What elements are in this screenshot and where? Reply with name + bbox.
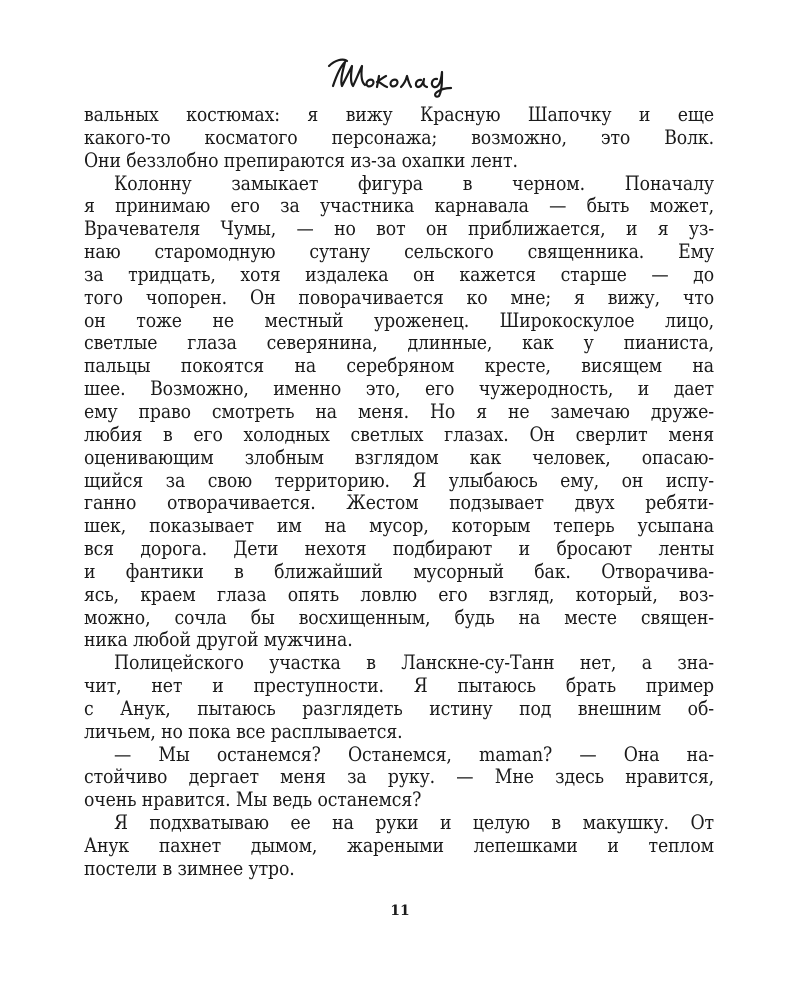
text-line: чит, нет и преступности. Я пытаюсь брать пример [84,674,714,698]
text-line: того чопорен. Он поворачивается ко мне; я вижу, что [84,285,714,309]
text-line: очень нравится. Мы ведь останемся? [84,788,422,812]
text-line: Полицейского участка в Ланскне-су-Танн нет, а зна- [114,651,714,675]
text-line: он тоже не местный уроженец. Широкоскулое лицо, [84,308,714,332]
text-line: ганно отворачивается. Жестом подзывает двух ребяти- [84,491,714,515]
running-head-title [475,52,476,53]
running-head [0,52,800,100]
text-line: Анук пахнет дымом, жареными лепешками и теплом [84,834,714,857]
text-line: с Анук, пытаюсь разглядеть истину под внешним об- [84,696,714,720]
text-line: любия в его холодных светлых глазах. Он сверлит меня [84,422,714,446]
text-line: Колонну замыкает фигура в черном. Поначалу [114,171,714,195]
text-line: какого-то косматого персонажа; возможно, это Волк. [84,125,714,149]
text-line: ясь, краем глаза опять ловлю его взгляд, который, воз- [84,582,714,606]
text-line: светлые глаза северянина, длинные, как у пианиста, [84,331,714,355]
text-line: Они беззлобно препираются из-за охапки лент. [84,148,518,172]
text-line: щийся за свою территорию. Я улыбаюсь ему, он испу- [84,468,714,492]
text-line: ему право смотреть на меня. Но я не замечаю друже- [84,399,714,423]
page-number: 11 [390,903,410,919]
running-head-script-title [325,52,475,100]
text-line: — Мы останемся? Останемся, maman? — Она на- [114,742,714,766]
text-line: и фантики в ближайший мусорный бак. Отворачива- [84,559,714,583]
text-line: ника любой другой мужчина. [84,628,353,652]
text-line: наю старомодную сутану сельского священника. Ему [84,240,714,264]
text-line: за тридцать, хотя издалека он кажется старше — до [84,262,714,286]
text-line: личьем, но пока все расплывается. [84,719,403,743]
text-line: оценивающим злобным взглядом как человек, опасаю- [84,445,714,469]
body-text [84,104,714,881]
text-line: я принимаю его за участника карнавала — быть может, [84,194,714,218]
text-line: постели в зимнее утро. [84,856,295,880]
text-line: шек, показывает им на мусор, которым теперь усыпана [84,514,714,538]
text-line: шее. Возможно, именно это, его чужеродность, и дает [84,377,714,401]
text-line: можно, сочла бы восхищенным, будь на месте священ- [84,605,714,629]
text-line: Врачевателя Чумы, — но вот он приближается, и я уз- [84,217,714,241]
text-line: стойчиво дергает меня за руку. — Мне здесь нравится, [84,765,714,789]
text-line: пальцы покоятся на серебряном кресте, висящем на [84,354,714,378]
text-line: вся дорога. Дети нехотя подбирают и бросают ленты [84,537,714,561]
text-line: Я подхватываю ее на руки и целую в макушку. От [114,811,714,835]
text-line: вальных костюмах: я вижу Красную Шапочку и еще [84,103,714,126]
